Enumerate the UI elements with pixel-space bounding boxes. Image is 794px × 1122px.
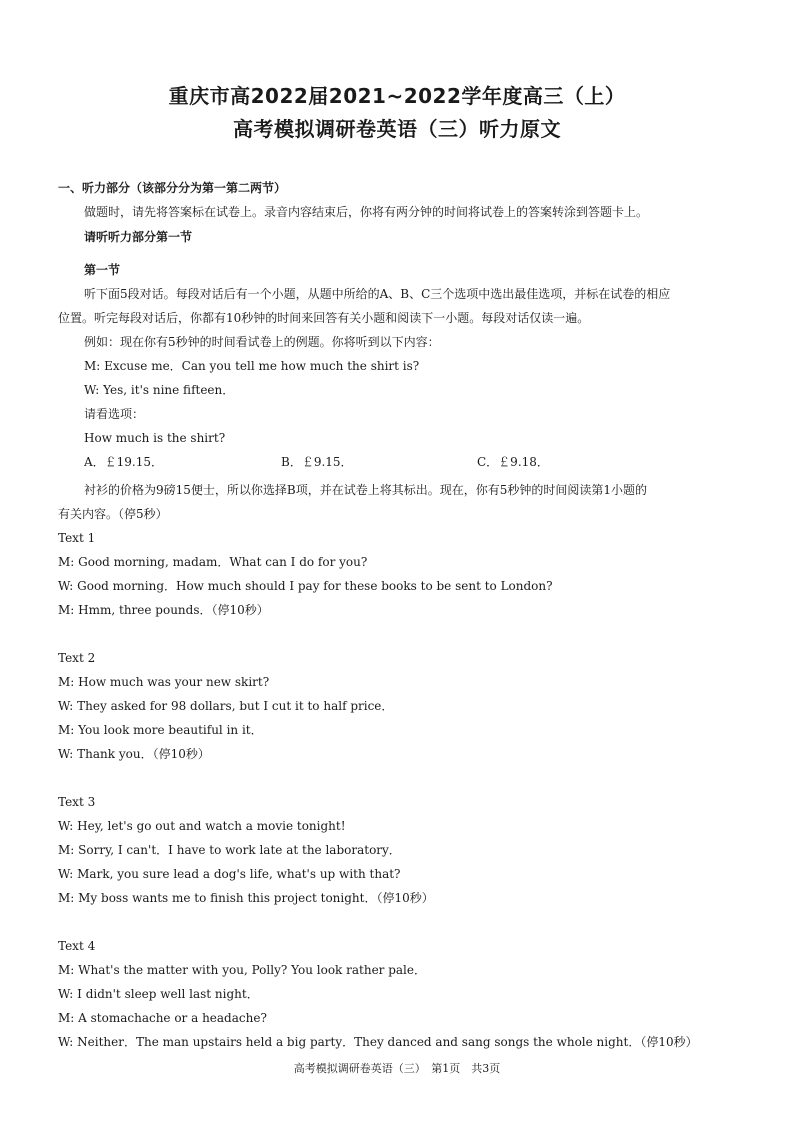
part1-heading: 第一节 <box>84 263 121 277</box>
text1-line: M: Good morning, madam．What can I do for you? <box>58 555 368 569</box>
page-footer: 高考模拟调研卷英语（三） 第1页 共3页 <box>293 1062 501 1075</box>
text4-line: M: A stomachache or a headache? <box>58 1011 267 1025</box>
text4-label: Text 4 <box>58 939 96 953</box>
example-line-w: W: Yes, it's nine fifteen． <box>84 383 235 397</box>
text2-label: Text 2 <box>58 651 96 665</box>
explanation-line2: 有关内容。（停5秒） <box>58 507 168 521</box>
text1-label: Text 1 <box>58 531 96 545</box>
option-c: C．￡9.18． <box>477 455 549 469</box>
text3-line: W: Mark, you sure lead a dog's life, what's up with that? <box>58 867 401 881</box>
text1-line: M: Hmm, three pounds．（停10秒） <box>58 603 269 617</box>
text4-line: M: What's the matter with you, Polly? You look rather pale． <box>58 963 426 977</box>
text2-line: W: They asked for 98 dollars, but I cut it to half price． <box>58 699 394 713</box>
text3-line: M: Sorry, I can't．I have to work late at the laboratory． <box>58 843 401 857</box>
example-line-m: M: Excuse me．Can you tell me how much the shirt is? <box>84 359 420 373</box>
part1-instruction-line2: 位置。听完每段对话后，你都有10秒钟的时间来回答有关小题和阅读下一小题。每段对话仅读一遍。 <box>58 311 590 325</box>
page-title-line1: 重庆市高2022届2021~2022学年度高三（上） <box>168 84 626 108</box>
explanation-line1: 衬衫的价格为9磅15便士，所以你选择B项，并在试卷上将其标出。现在，你有5秒钟的时间阅读第1小题的 <box>84 483 647 497</box>
text2-line: W: Thank you．（停10秒） <box>58 747 210 761</box>
please-listen-text: 请听听力部分第一节 <box>84 230 193 244</box>
look-options-text: 请看选项： <box>84 407 145 421</box>
section-heading: 一、听力部分（该部分分为第一第二两节） <box>58 181 287 195</box>
text1-line: W: Good morning．How much should I pay for these books to be sent to London? <box>58 579 553 593</box>
text3-line: M: My boss wants me to finish this project tonight．（停10秒） <box>58 891 434 905</box>
text2-line: M: How much was your new skirt? <box>58 675 270 689</box>
text2-line: M: You look more beautiful in it． <box>58 723 263 737</box>
text3-line: W: Hey, let's go out and watch a movie tonight! <box>58 819 346 833</box>
page-title-line2: 高考模拟调研卷英语（三）听力原文 <box>233 117 561 141</box>
example-question: How much is the shirt? <box>84 431 226 445</box>
part1-instruction-line1: 听下面5段对话。每段对话后有一个小题，从题中所给的A、B、C三个选项中选出最佳选项，并标在试卷的相应 <box>84 287 671 301</box>
example-intro: 例如：现在你有5秒钟的时间看试卷上的例题。你将听到以下内容： <box>84 335 440 349</box>
text3-label: Text 3 <box>58 795 96 809</box>
option-b: B．￡9.15． <box>281 455 353 469</box>
intro-text: 做题时，请先将答案标在试卷上。录音内容结束后，你将有两分钟的时间将试卷上的答案转涂到答题卡上。 <box>84 205 649 219</box>
text4-line: W: I didn't sleep well last night． <box>58 987 259 1001</box>
text4-line: W: Neither．The man upstairs held a big party．They danced and sang songs the whole night．（停10秒） <box>58 1035 698 1049</box>
option-a: A．￡19.15． <box>84 455 164 469</box>
